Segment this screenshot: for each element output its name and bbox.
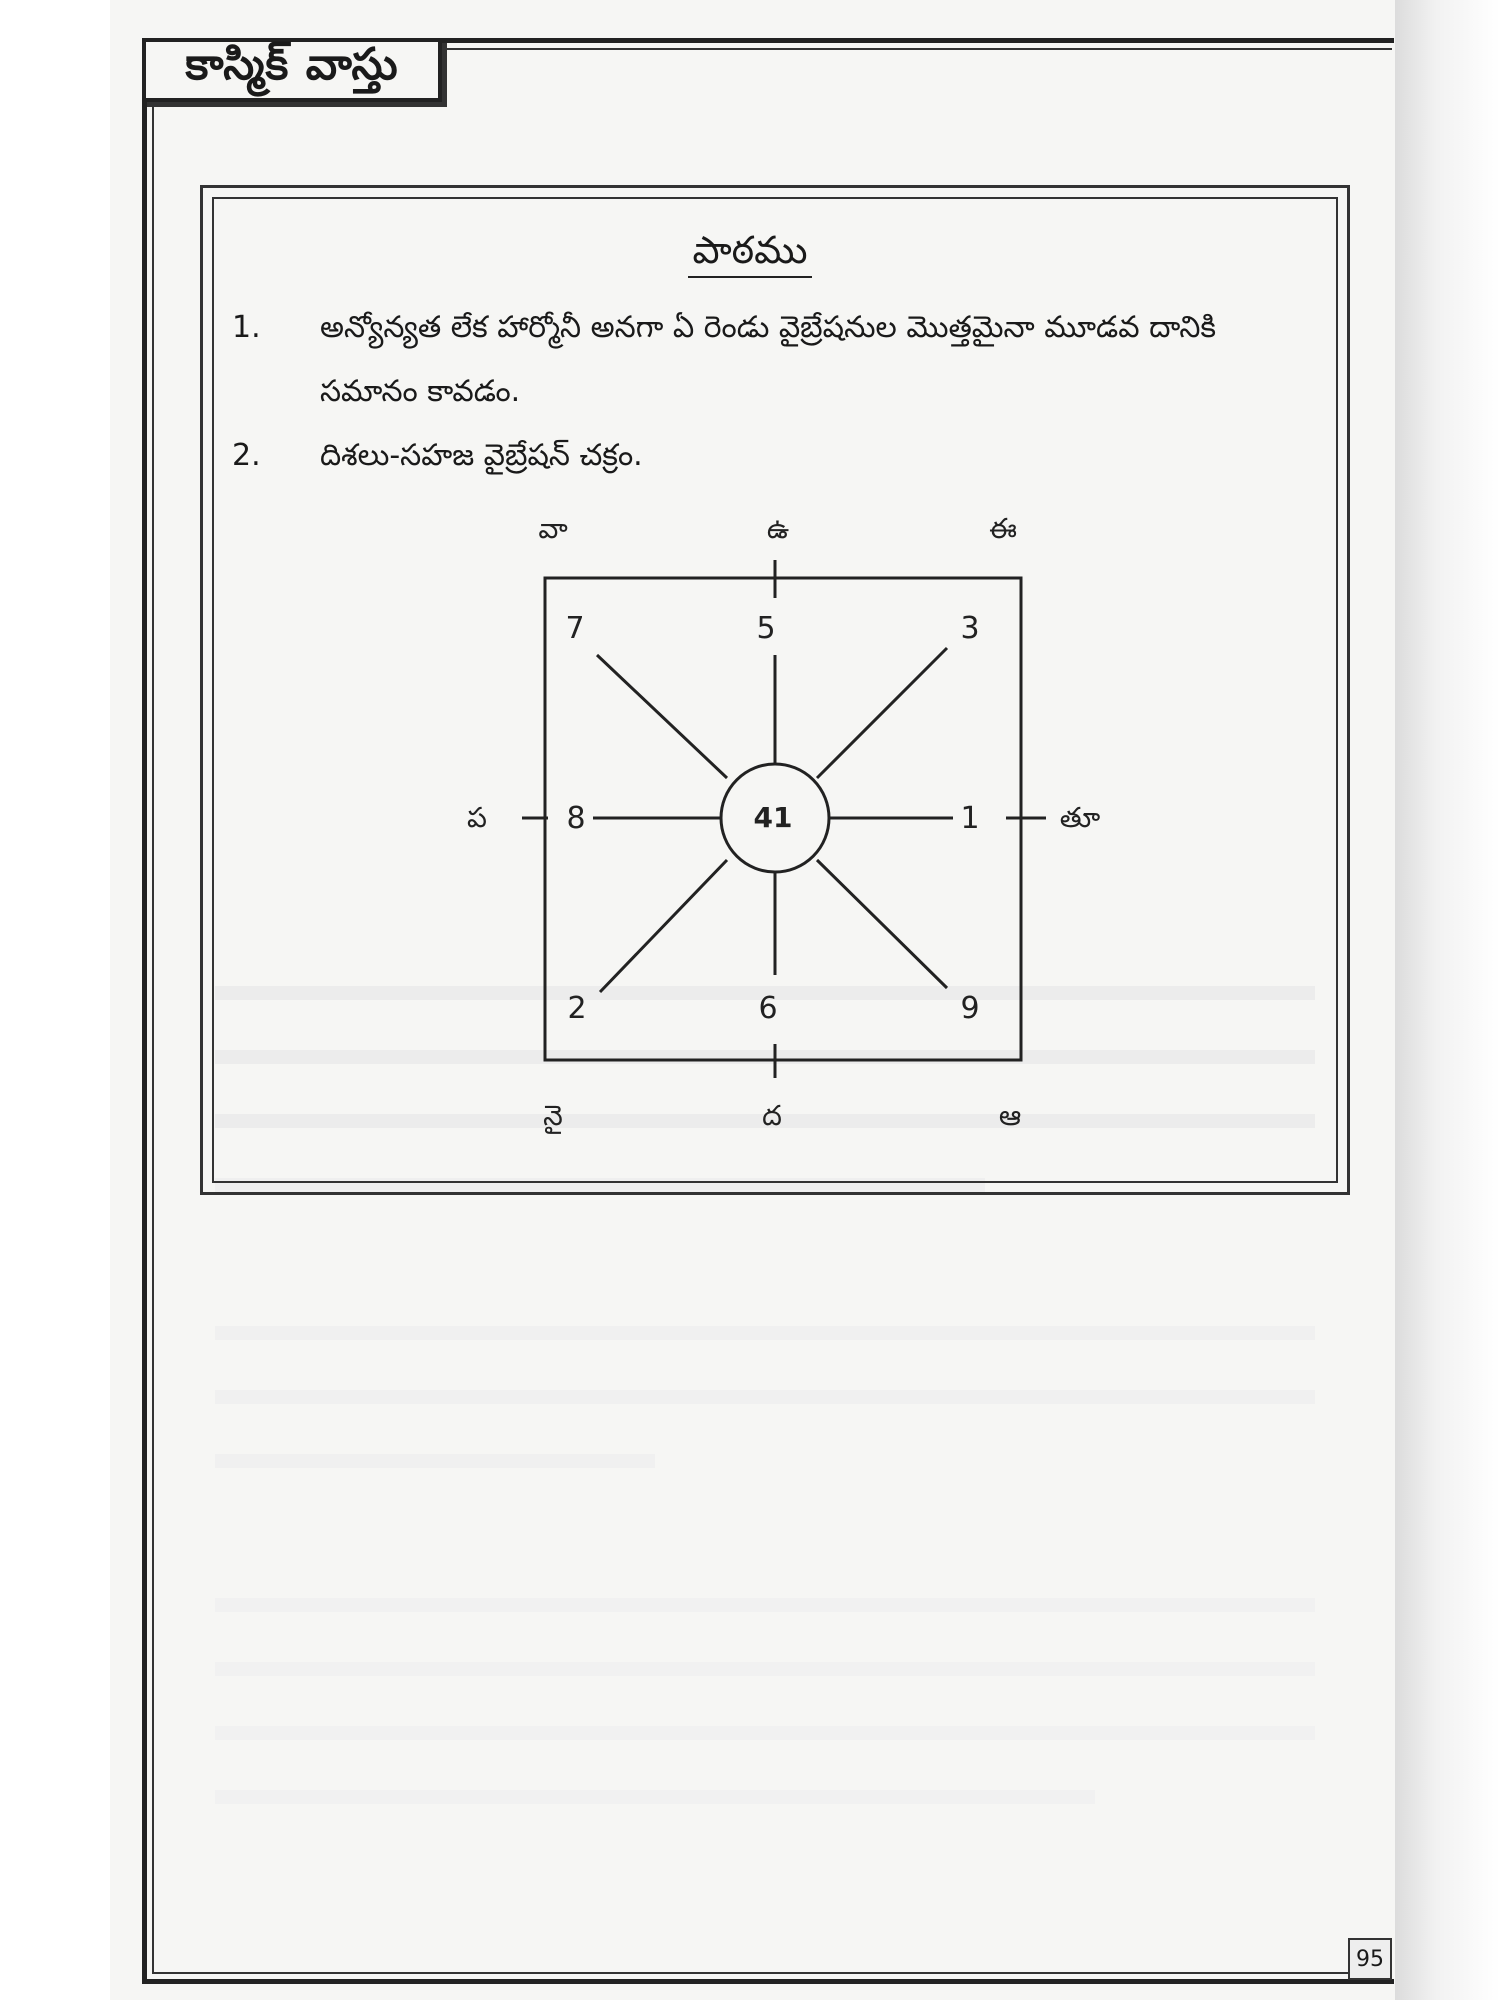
book-title-label: కాస్మిక్ వాస్తు <box>142 38 442 102</box>
direction-west: ప <box>467 801 487 834</box>
direction-southwest: నై <box>543 1099 563 1132</box>
center-number: 41 <box>753 801 793 834</box>
list-item-number: 2. <box>232 438 261 473</box>
direction-northeast: ఈ <box>989 512 1017 545</box>
spoke-northwest <box>597 655 727 778</box>
number-west: 8 <box>566 801 586 836</box>
spoke-southwest <box>600 860 727 992</box>
spoke-southeast <box>817 860 947 988</box>
spoke-northeast <box>817 648 947 778</box>
direction-southeast: ఆ <box>998 1099 1022 1132</box>
list-item-number: 1. <box>232 310 261 345</box>
number-north: 5 <box>756 611 776 646</box>
page-number: 95 <box>1348 1938 1392 1980</box>
direction-east: తూ <box>1059 801 1101 834</box>
direction-south: ద <box>762 1099 782 1132</box>
number-northeast: 3 <box>960 611 980 646</box>
number-southeast: 9 <box>960 991 980 1026</box>
list-item-text: దిశలు-సహజ వైబ్రేషన్ చక్రం. <box>320 438 643 473</box>
direction-northwest: వా <box>538 512 568 545</box>
number-south: 6 <box>758 991 778 1026</box>
number-east: 1 <box>960 801 980 836</box>
number-southwest: 2 <box>567 991 587 1026</box>
direction-north: ఉ <box>766 512 790 545</box>
number-northwest: 7 <box>565 611 585 646</box>
lesson-heading-text: పాఠము <box>688 228 811 278</box>
list-item-text: అన్యోన్యత లేక హార్మోనీ అనగా ఏ రెండు వైబ్రేషనుల మొత్తమైనా మూడవ దానికి సమానం కావడం. <box>320 310 1217 409</box>
